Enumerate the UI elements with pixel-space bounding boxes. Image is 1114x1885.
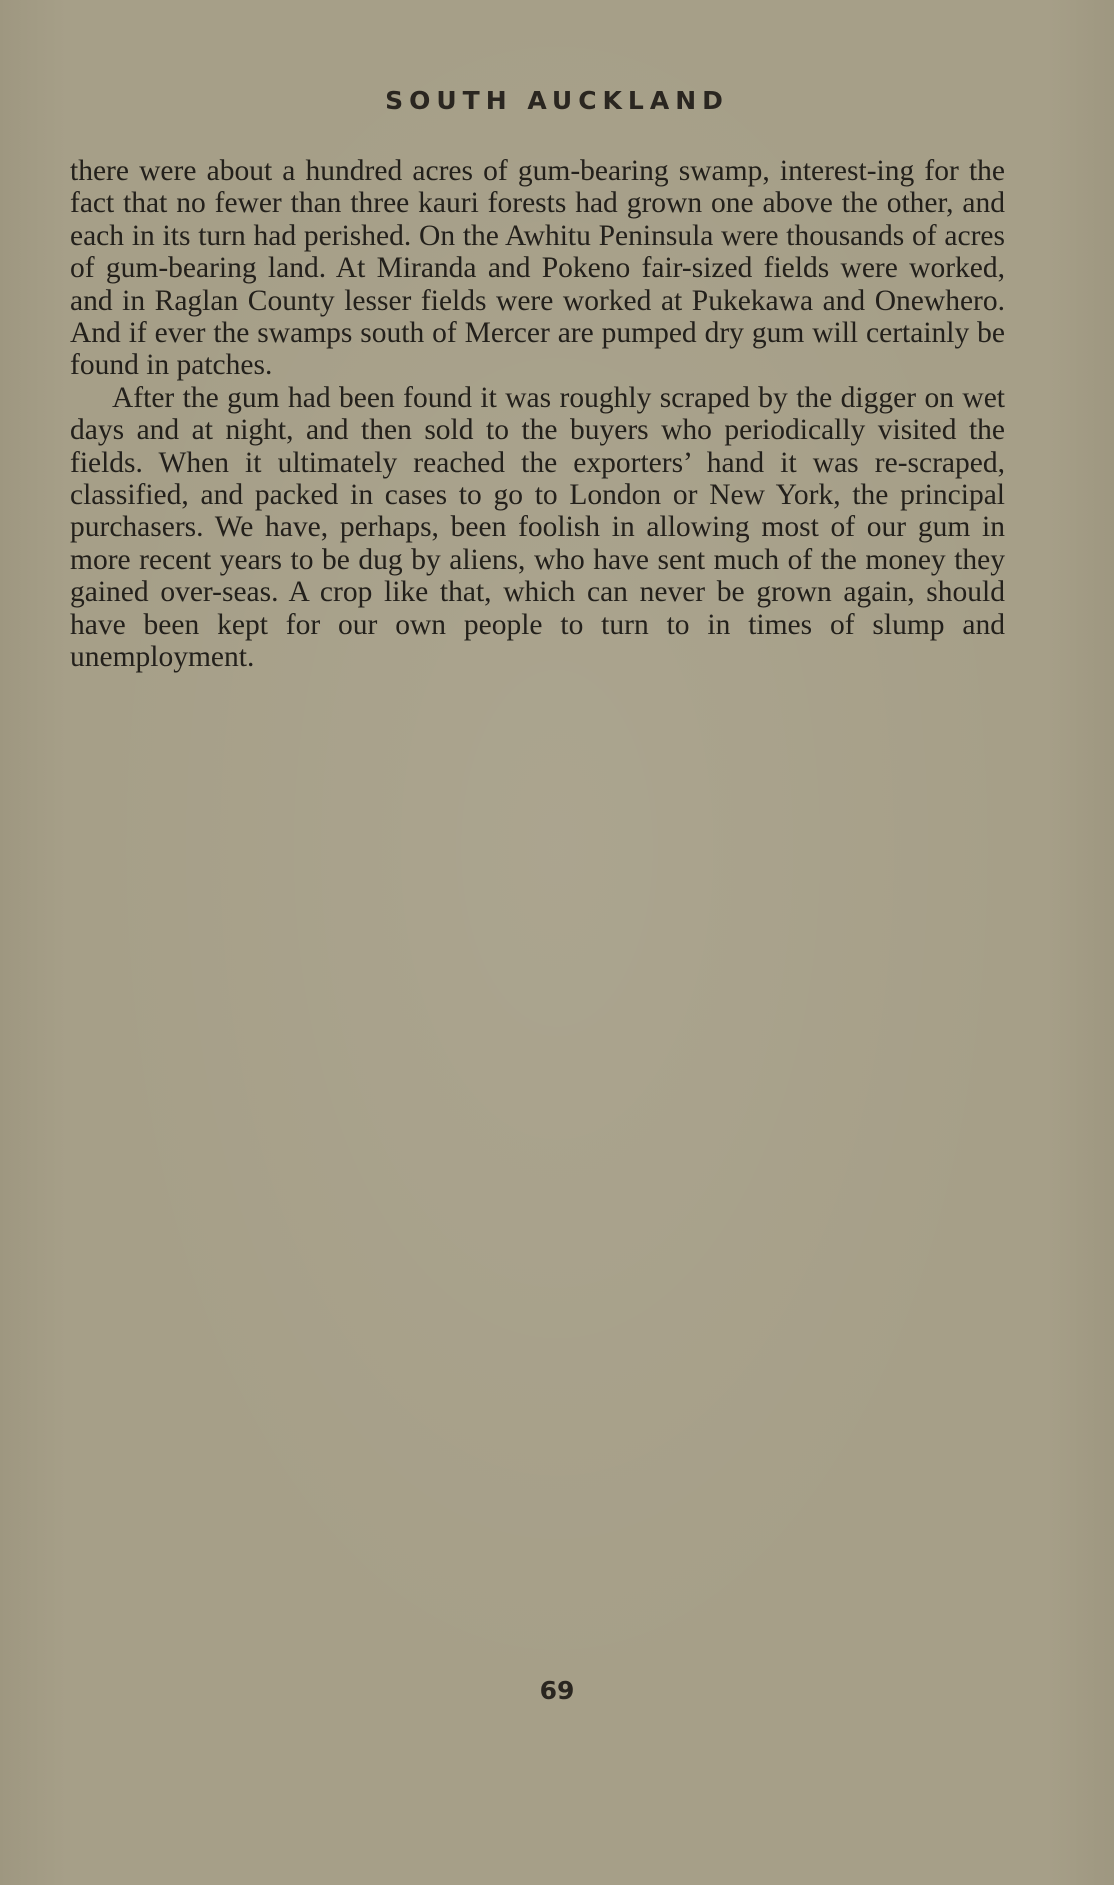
running-head: SOUTH AUCKLAND [385, 86, 729, 115]
body-text [70, 155, 1005, 674]
page-number: 69 [539, 1676, 575, 1705]
paragraph-2: After the gum had been found it was roughly scraped by the digger on wet days and at night, and then sold to the buyers who periodically visited the fields. When it ultimately reached the exporters’ hand it was re-scraped, classified, and packed in cases to go to London or New York, the principal purchasers. We have, perhaps, been foolish in allowing most of our gum in more recent years to be dug by aliens, who have sent much of the money they gained over-seas. A crop like that, which can never be grown again, should have been kept for our own people to turn to in times of slump and unemployment. [70, 381, 1005, 674]
paragraph-1: there were about a hundred acres of gum-bearing swamp, interest-ing for the fact that no fewer than three kauri forests had grown one above the other, and each in its turn had perished. On the Awhitu Peninsula were thousands of acres of gum-bearing land. At Miranda and Pokeno fair-sized fields were worked, and in Raglan County lesser fields were worked at Pukekawa and Onewhero. And if ever the swamps south of Mercer are pumped dry gum will certainly be found in patches. [70, 155, 1005, 382]
